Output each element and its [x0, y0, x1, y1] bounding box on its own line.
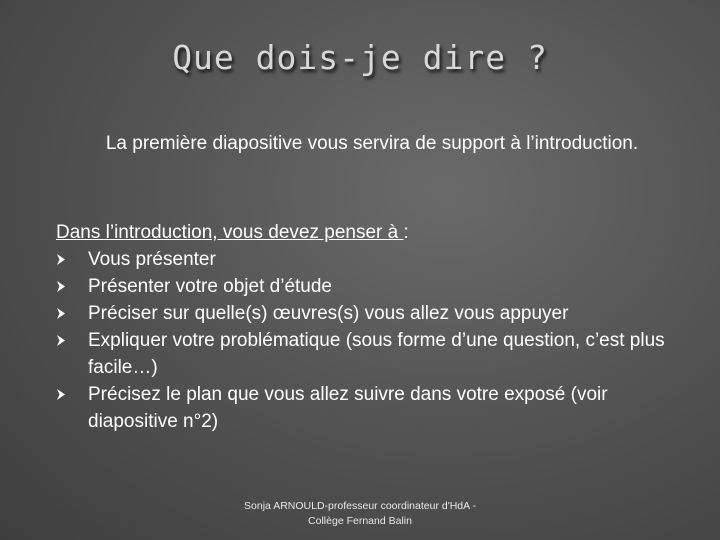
arrow-bullet-icon	[56, 307, 66, 320]
arrow-bullet-icon	[56, 388, 66, 401]
bullet-text: Préciser sur quelle(s) œuvres(s) vous allez vous appuyer	[88, 303, 569, 324]
bullet-item	[56, 327, 676, 381]
bullet-item	[56, 300, 676, 327]
lead-suffix: :	[403, 222, 409, 243]
slide-footer	[205, 499, 515, 529]
bullet-text: Présenter votre objet d’étude	[88, 276, 332, 297]
bullet-item	[56, 273, 676, 300]
bullet-text: Précisez le plan que vous allez suivre dans votre exposé (voir diapositive n°2)	[88, 384, 608, 432]
lead-underlined: Dans l’introduction, vous devez penser à	[56, 222, 404, 243]
bullet-item	[56, 246, 676, 273]
bullet-item	[56, 381, 676, 435]
footer-author: Sonja ARNOULD-professeur coordinateur d'HdA -	[244, 500, 476, 512]
bullet-list	[56, 246, 676, 435]
slide-title: Que dois-je dire ?	[172, 38, 548, 77]
bullet-text: Expliquer votre problématique (sous forme d’une question, c’est plus facile…)	[88, 330, 665, 378]
footer-school: Collège Fernand Balin	[308, 515, 412, 527]
arrow-bullet-icon	[56, 253, 66, 266]
slide-body	[56, 219, 676, 435]
bullet-text: Vous présenter	[88, 249, 216, 270]
lead-text	[56, 219, 676, 246]
arrow-bullet-icon	[56, 334, 66, 347]
arrow-bullet-icon	[56, 280, 66, 293]
intro-text: La première diapositive vous servira de support à l’introduction.	[105, 133, 639, 154]
